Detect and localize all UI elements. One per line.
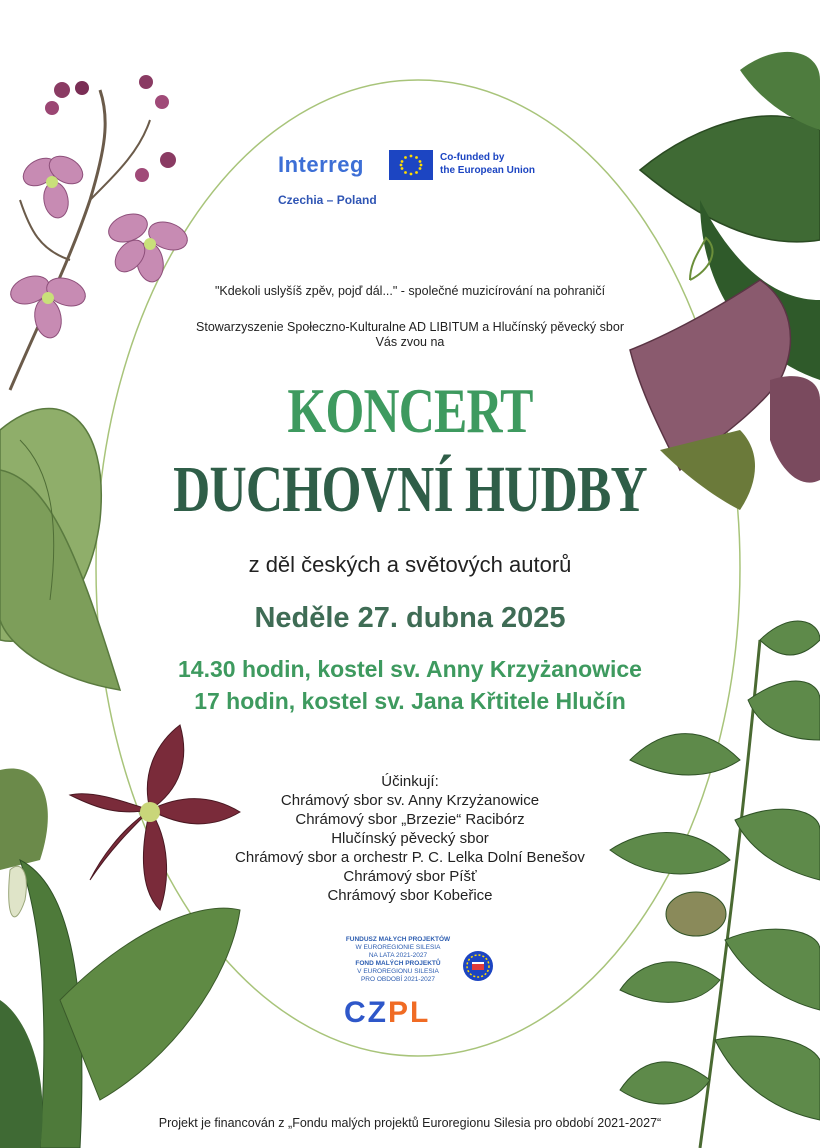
concert-time-2: 17 hodin, kostel sv. Jana Křtitele Hlučín — [194, 688, 626, 714]
eu-flag-icon — [389, 150, 433, 180]
performers-list — [0, 772, 820, 905]
slogan: "Kdekoli uslyšíš zpěv, pojď dál..." - společné muzicírování na pohraničí — [214, 284, 606, 298]
fund-line-4: FOND MALÝCH PROJEKTŮ — [355, 960, 441, 967]
invite-text: Vás zvou na — [375, 335, 445, 349]
eu-line-1: Co-funded by — [440, 152, 505, 163]
fund-line-2: W EUROREGIONIE SILESIA — [355, 944, 441, 951]
concert-date: Neděle 27. dubna 2025 — [254, 602, 566, 634]
program-name: Czechia – Poland — [278, 193, 377, 207]
performer-item: Chrámový sbor a orchestr P. C. Lelka Dolní Benešov — [235, 849, 585, 866]
cz-mark: CZ — [344, 996, 388, 1029]
cz-pl-logo — [344, 996, 430, 1030]
performer-item: Chrámový sbor Kobeřice — [327, 887, 493, 904]
performer-item: Hlučínský pěvecký sbor — [331, 830, 489, 847]
fund-line-1: FUNDUSZ MAŁYCH PROJEKTÓW — [345, 936, 451, 943]
interreg-logo — [276, 150, 546, 210]
subtitle: z děl českých a světových autorů — [248, 552, 572, 577]
title-line-2: DUCHOVNÍ HUDBY — [173, 453, 647, 526]
title-line-1: KONCERT — [287, 375, 533, 446]
organizers-block — [0, 320, 820, 350]
fund-line-6: PRO OBDOBÍ 2021-2027 — [360, 976, 436, 983]
left-green-leaves — [0, 408, 120, 690]
fund-line-3: NA LATA 2021-2027 — [368, 952, 428, 959]
concert-time-1: 14.30 hodin, kostel sv. Anny Krzyżanowice — [178, 656, 642, 682]
performer-item: Chrámový sbor „Brzezie“ Racibórz — [295, 811, 525, 828]
performers-label: Účinkují: — [381, 773, 439, 790]
eu-line-2: the European Union — [440, 165, 535, 176]
eu-cofunded-text — [440, 151, 550, 177]
pl-mark: PL — [388, 996, 431, 1029]
fund-line-5: V EUROREGIONU SILESIA — [357, 968, 439, 975]
performer-item: Chrámový sbor Píšť — [343, 868, 477, 885]
performer-item: Chrámový sbor sv. Anny Krzyżanowice — [280, 792, 540, 809]
fund-logo — [328, 936, 498, 1036]
interreg-wordmark: Interreg — [278, 152, 364, 177]
organizers: Stowarzyszenie Społeczno-Kulturalne AD LIBITUM a Hlučínský pěvecký sbor — [196, 320, 624, 334]
fund-logo-text — [328, 936, 468, 984]
euroregion-seal-icon — [462, 950, 494, 982]
footer-note: Projekt je financován z „Fondu malých projektů Euroregionu Silesia pro období 2021-2027“ — [158, 1116, 662, 1130]
